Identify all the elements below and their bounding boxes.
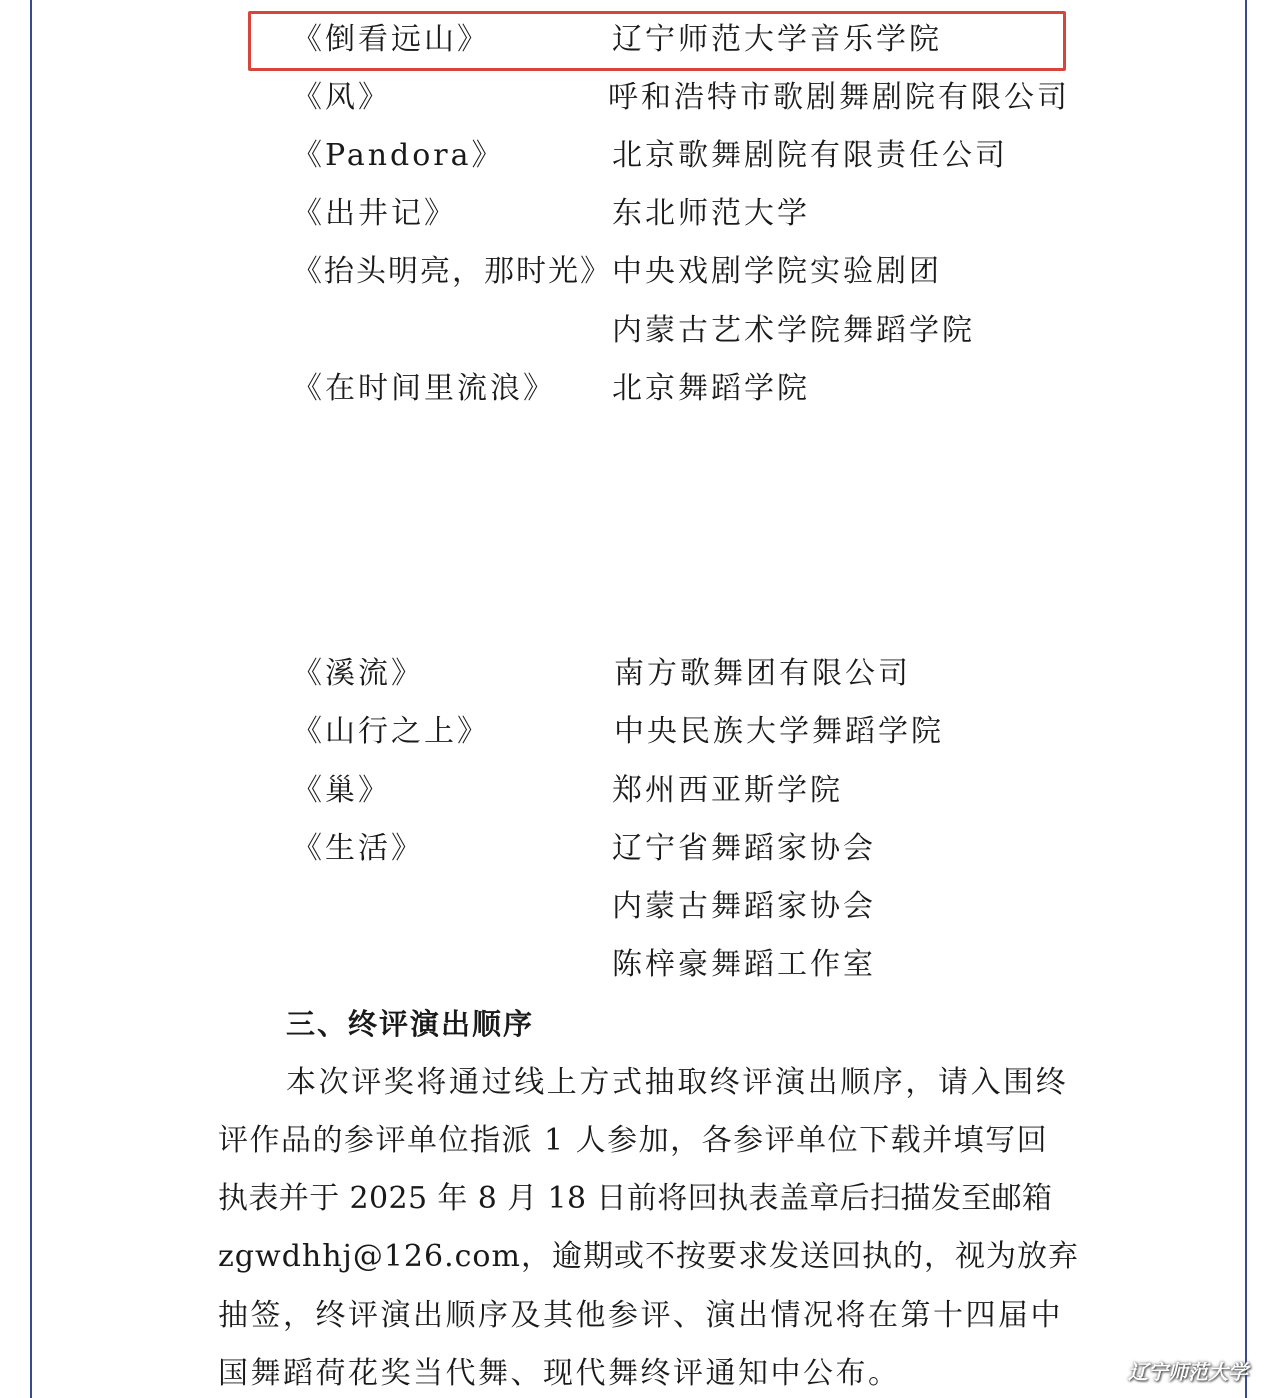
entry-title: 《生活》: [292, 831, 424, 866]
paragraph-line: 抽签，终评演出顺序及其他参评、演出情况将在第十四届中: [218, 1298, 1063, 1333]
entry-org: 内蒙古艺术学院舞蹈学院: [612, 313, 975, 348]
entry-title: 《巢》: [292, 773, 391, 808]
entry-org: 东北师范大学: [612, 196, 810, 231]
entry-title: 《Pandora》: [292, 138, 505, 173]
entry-org: 郑州西亚斯学院: [612, 773, 843, 808]
entry-org: 南方歌舞团有限公司: [614, 656, 911, 691]
paragraph-line: 本次评奖将通过线上方式抽取终评演出顺序，请入围终: [286, 1065, 1069, 1100]
paragraph-line: 执表并于 2025 年 8 月 18 日前将回执表盖章后扫描发至邮箱: [218, 1181, 1053, 1216]
entry-title: 《抬头明亮，那时光》: [292, 254, 612, 289]
watermark-logo: 辽宁师范大学: [1128, 1360, 1248, 1384]
section-heading: 三、终评演出顺序: [286, 1007, 535, 1041]
entry-org: 内蒙古舞蹈家协会: [612, 889, 876, 924]
entry-title: 《在时间里流浪》: [292, 371, 556, 406]
entry-title: 《风》: [292, 80, 391, 115]
entry-title: 《出井记》: [292, 196, 457, 231]
entry-org: 呼和浩特市歌剧舞剧院有限公司: [608, 80, 1070, 115]
entry-title: 《倒看远山》: [292, 22, 490, 57]
entry-org: 北京舞蹈学院: [612, 371, 810, 406]
entry-title: 《溪流》: [292, 656, 424, 691]
entry-org: 辽宁师范大学音乐学院: [612, 22, 942, 57]
page-border-left: [30, 0, 32, 1398]
entry-org: 辽宁省舞蹈家协会: [612, 831, 876, 866]
paragraph-line: 评作品的参评单位指派 1 人参加，各参评单位下载并填写回: [218, 1123, 1049, 1158]
paragraph-line: 国舞蹈荷花奖当代舞、现代舞终评通知中公布。: [218, 1356, 901, 1391]
entry-org: 中央民族大学舞蹈学院: [614, 714, 944, 749]
paragraph-line: zgwdhhj@126.com，逾期或不按要求发送回执的，视为放弃: [218, 1239, 1079, 1274]
entry-org: 中央戏剧学院实验剧团: [612, 254, 942, 289]
page-border-right: [1245, 0, 1247, 1398]
entry-org: 陈梓豪舞蹈工作室: [612, 947, 876, 982]
entry-org: 北京歌舞剧院有限责任公司: [612, 138, 1008, 173]
entry-title: 《山行之上》: [292, 714, 490, 749]
